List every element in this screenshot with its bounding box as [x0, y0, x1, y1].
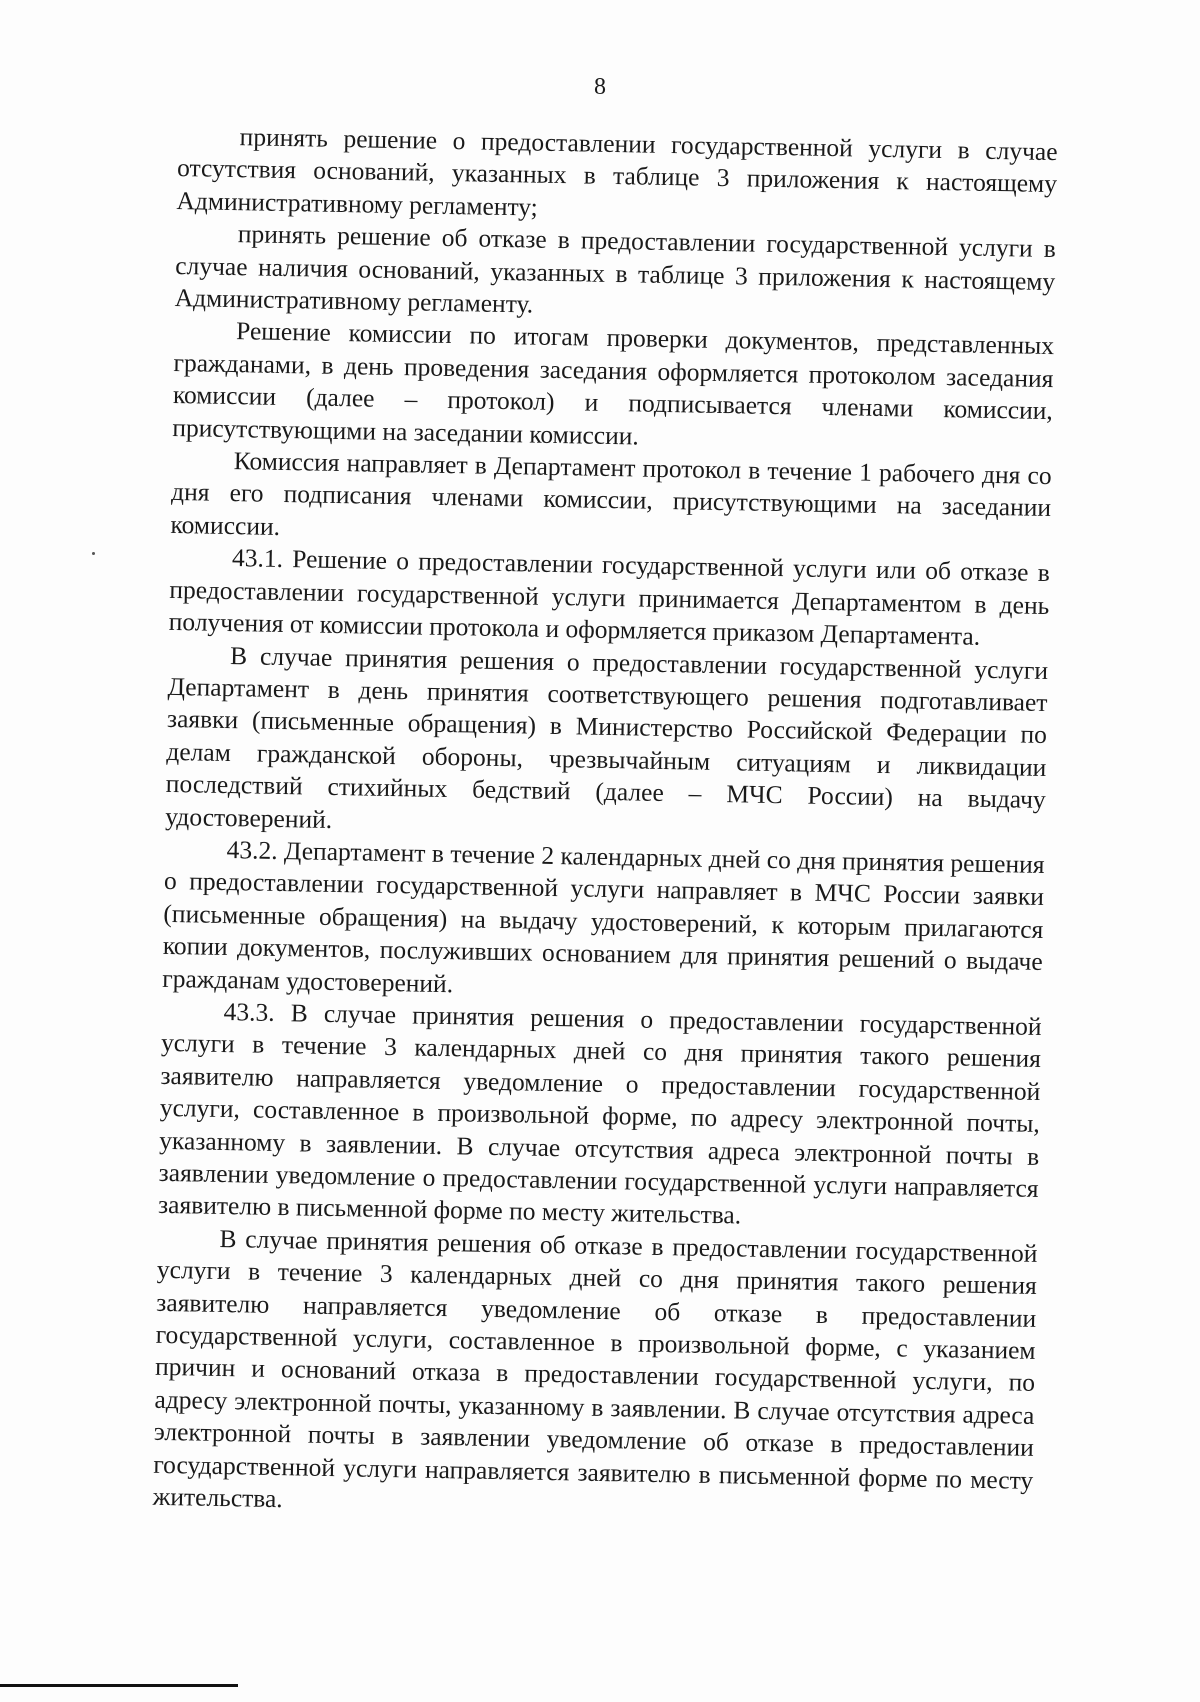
page-number: 8	[594, 74, 606, 100]
document-body	[152, 120, 1057, 1529]
paragraph-9: В случае принятия решения об отказе в предоставлении государственной услуги в течение 3 календарных дней со дня принятия такого решения заявителю направляется уведомление об отказе в предоставлении государственной услуги, составленное в произвольной форме, с указанием причин и оснований отказа в предоставлении государственной услуги, по адресу электронной почты, указанному в заявлении. В случае отсутствия адреса электронной почты в заявлении уведомление об отказе в предоставлении государственной услуги направляется заявителю в письменной форме по месту жительства.	[152, 1223, 1038, 1514]
paragraph-6: В случае принятия решения о предоставлении государственной услуги Департамент в день принятия соответствующего решения подготавливает заявки (письменные обращения) в Министерство Российской Федерации по делам гражданской обороны, чрезвычайным ситуациям и ликвидации последствий стихийных бедствий (далее – МЧС России) на выдачу удостоверений.	[164, 640, 1049, 834]
bottom-scan-rule	[0, 1684, 238, 1687]
paragraph-2: принять решение об отказе в предоставлении государственной услуги в случае наличия оснований, указанных в таблице 3 приложения к настоящему Административному регламенту.	[174, 219, 1057, 319]
paragraph-1: принять решение о предоставлении государственной услуги в случае отсутствия оснований, указанных в таблице 3 приложения к настоящему Административному регламенту;	[176, 122, 1058, 222]
paragraph-8: 43.3. В случае принятия решения о предоставлении государственной услуги в течение 3 календарных дней со дня принятия такого решения заявителю направляется уведомление о предоставлении государственной услуги, составленное в произвольной форме, по адресу электронной почты, указанному в заявлении. В случае отсутствия адреса электронной почты в заявлении уведомление о предоставлении государственной услуги направляется заявителю в письменной форме по месту жительства.	[157, 996, 1042, 1230]
paragraph-5: 43.1. Решение о предоставлении государственной услуги или об отказе в предоставлении государственной услуги принимается Департаментом в день получения от комиссии протокола и оформляется приказом Департамента.	[168, 543, 1051, 651]
scan-speck	[92, 552, 95, 555]
paragraph-7: 43.2. Департамент в течение 2 календарных дней со дня принятия решения о предоставлении государственной услуги направляет в МЧС России заявки (письменные обращения) на выдачу удостоверений, к которым прилагаются копии документов, послуживших основанием для принятия решений о выдаче гражданам удостоверений.	[162, 834, 1045, 998]
paragraph-4: Комиссия направляет в Департамент протокол в течение 1 рабочего дня со дня его подписания членами комиссии, присутствующими на заседании комиссии.	[170, 446, 1052, 541]
paragraph-3: Решение комиссии по итогам проверки документов, представленных гражданами, в день проведения заседания оформляется протоколом заседания комиссии (далее – протокол) и подписывается членами комиссии, присутствующими на заседании комиссии.	[172, 316, 1055, 451]
